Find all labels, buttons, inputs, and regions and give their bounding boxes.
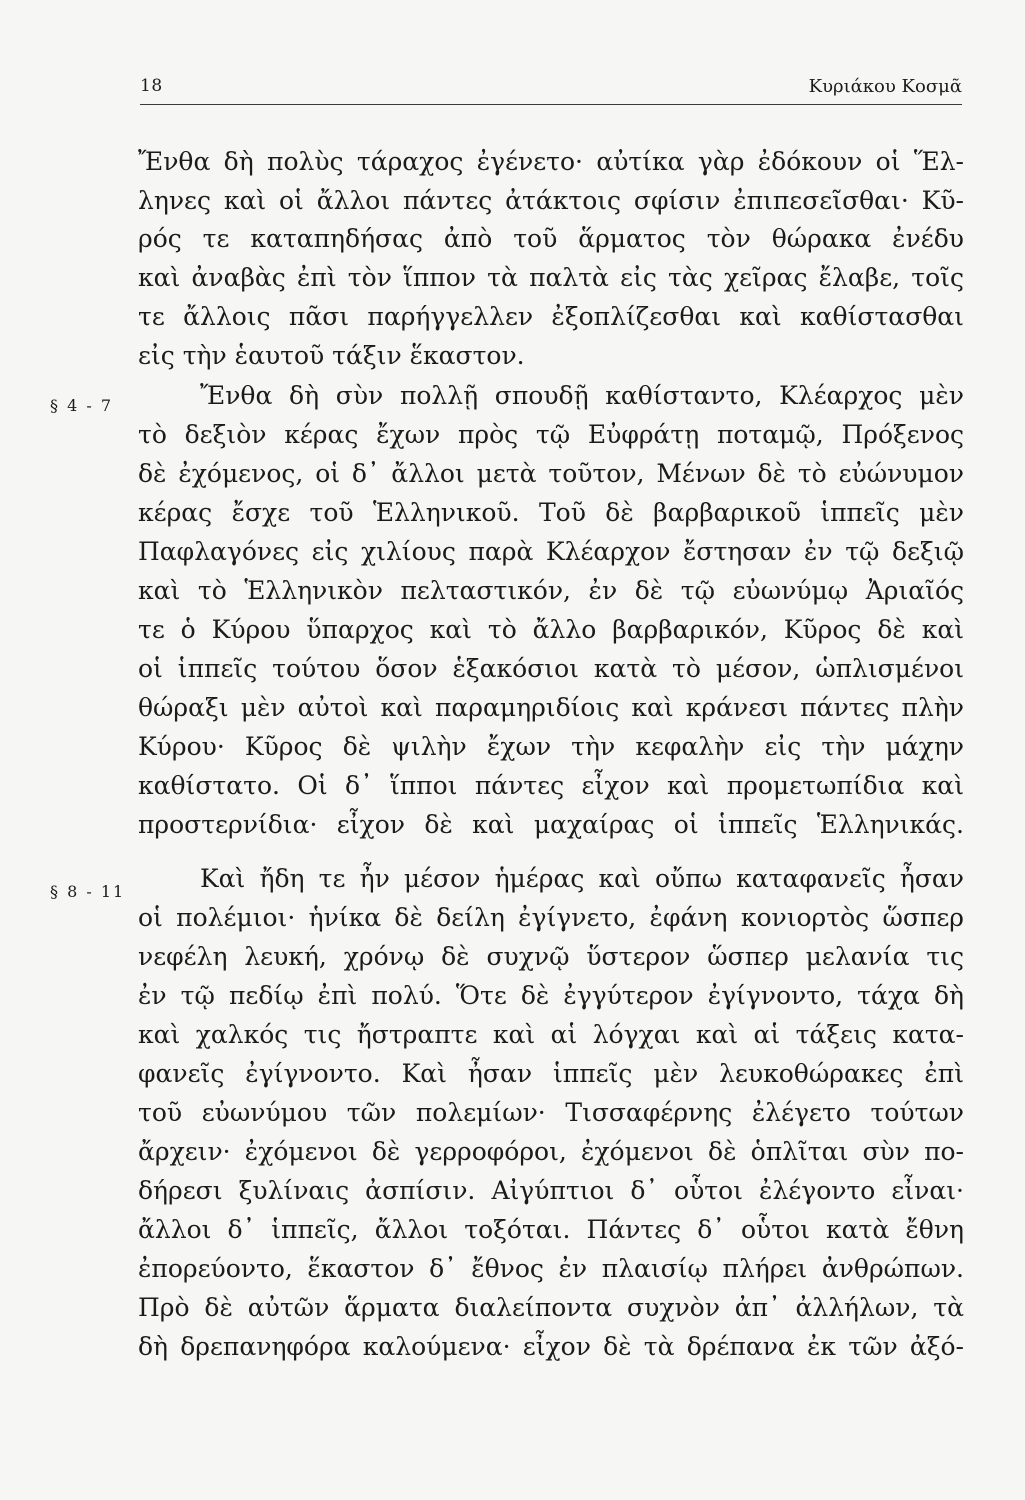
- text-line: καθίστατο. Οἱ δ᾽ ἵπποι πάντες εἶχον καὶ προμετωπίδια καὶ: [138, 771, 964, 800]
- text-line: καὶ χαλκός τις ἤστραπτε καὶ αἱ λόγχαι καὶ αἱ τάξεις κατα-: [138, 1020, 964, 1049]
- text-line: ἄλλοι δ᾽ ἱππεῖς, ἄλλοι τοξόται. Πάντες δ᾽ οὗτοι κατὰ ἔθνη: [138, 1215, 964, 1244]
- margin-section-note: § 4 - 7: [50, 396, 114, 415]
- text-line: Πρὸ δὲ αὐτῶν ἅρματα διαλείποντα συχνὸν ἀπ᾽ ἀλλήλων, τὰ: [138, 1293, 964, 1322]
- text-line: Καὶ ἤδη τε ἦν μέσον ἡμέρας καὶ οὔπω καταφανεῖς ἦσαν: [200, 864, 964, 893]
- text-line: ληνες καὶ οἱ ἄλλοι πάντες ἀτάκτοις σφίσιν ἐπιπεσεῖσθαι· Κῦ-: [138, 186, 964, 215]
- text-line: ἐπορεύοντο, ἕκαστον δ᾽ ἔθνος ἐν πλαισίῳ πλήρει ἀνθρώπων.: [138, 1254, 964, 1283]
- text-line: δὲ ἐχόμενος, οἱ δ᾽ ἄλλοι μετὰ τοῦτον, Μένων δὲ τὸ εὐώνυμον: [138, 459, 964, 488]
- text-line: δὴ δρεπανηφόρα καλούμενα· εἶχον δὲ τὰ δρέπανα ἐκ τῶν ἀξό-: [138, 1332, 964, 1361]
- text-line: Ἔνθα δὴ πολὺς τάραχος ἐγένετο· αὐτίκα γὰρ ἐδόκουν οἱ Ἕλ-: [138, 147, 964, 176]
- text-line: κέρας ἔσχε τοῦ Ἑλληνικοῦ. Τοῦ δὲ βαρβαρικοῦ ἱππεῖς μὲν: [138, 498, 964, 527]
- text-line: τοῦ εὐωνύμου τῶν πολεμίων· Τισσαφέρνης ἐλέγετο τούτων: [138, 1098, 964, 1127]
- text-line: τὸ δεξιὸν κέρας ἔχων πρὸς τῷ Εὐφράτῃ ποταμῷ, Πρόξενος: [138, 420, 964, 449]
- text-line: οἱ πολέμιοι· ἡνίκα δὲ δείλη ἐγίγνετο, ἐφάνη κονιορτὸς ὥσπερ: [138, 903, 964, 932]
- text-line: καὶ ἀναβὰς ἐπὶ τὸν ἵππον τὰ παλτὰ εἰς τὰς χεῖρας ἔλαβε, τοῖς: [138, 263, 964, 292]
- text-line: ρός τε καταπηδήσας ἀπὸ τοῦ ἅρματος τὸν θώρακα ἐνέδυ: [138, 224, 964, 253]
- text-line: νεφέλη λευκή, χρόνῳ δὲ συχνῷ ὕστερον ὥσπερ μελανία τις: [138, 942, 964, 971]
- text-line: Ἔνθα δὴ σὺν πολλῇ σπουδῇ καθίσταντο, Κλέαρχος μὲν: [200, 381, 964, 410]
- text-line: Κύρου· Κῦρος δὲ ψιλὴν ἔχων τὴν κεφαλὴν εἰς τὴν μάχην: [138, 732, 964, 761]
- text-line: δήρεσι ξυλίναις ἀσπίσιν. Αἰγύπτιοι δ᾽ οὗτοι ἐλέγοντο εἶναι·: [138, 1176, 964, 1205]
- page-header: [140, 70, 962, 106]
- running-head: Κυριάκου Κοσμᾶ: [808, 76, 962, 97]
- margin-section-note: § 8 - 11: [50, 882, 126, 901]
- text-line: φανεῖς ἐγίγνοντο. Καὶ ἦσαν ἱππεῖς μὲν λευκοθώρακες ἐπὶ: [138, 1059, 964, 1088]
- page-number: 18: [140, 76, 163, 96]
- text-line: τε ἄλλοις πᾶσι παρήγγελλεν ἐξοπλίζεσθαι καὶ καθίστασθαι: [138, 302, 964, 331]
- text-line: θώραξι μὲν αὐτοὶ καὶ παραμηριδίοις καὶ κράνεσι πάντες πλὴν: [138, 693, 964, 722]
- text-line: ἐν τῷ πεδίῳ ἐπὶ πολύ. Ὅτε δὲ ἐγγύτερον ἐγίγνοντο, τάχα δὴ: [138, 981, 964, 1010]
- text-line: ἄρχειν· ἐχόμενοι δὲ γερροφόροι, ἐχόμενοι δὲ ὁπλῖται σὺν πο-: [138, 1137, 964, 1166]
- text-line: τε ὁ Κύρου ὕπαρχος καὶ τὸ ἄλλο βαρβαρικόν, Κῦρος δὲ καὶ: [138, 615, 964, 644]
- text-line: καὶ τὸ Ἑλληνικὸν πελταστικόν, ἐν δὲ τῷ εὐωνύμῳ Ἀριαῖός: [138, 576, 964, 605]
- text-line: Παφλαγόνες εἰς χιλίους παρὰ Κλέαρχον ἔστησαν ἐν τῷ δεξιῷ: [138, 537, 964, 566]
- header-rule: [140, 104, 962, 105]
- text-line: οἱ ἱππεῖς τούτου ὅσον ἑξακόσιοι κατὰ τὸ μέσον, ὡπλισμένοι: [138, 654, 964, 683]
- text-line: εἰς τὴν ἑαυτοῦ τάξιν ἕκαστον.: [138, 341, 525, 370]
- text-line: προστερνίδια· εἶχον δὲ καὶ μαχαίρας οἱ ἱππεῖς Ἑλληνικάς.: [138, 810, 964, 839]
